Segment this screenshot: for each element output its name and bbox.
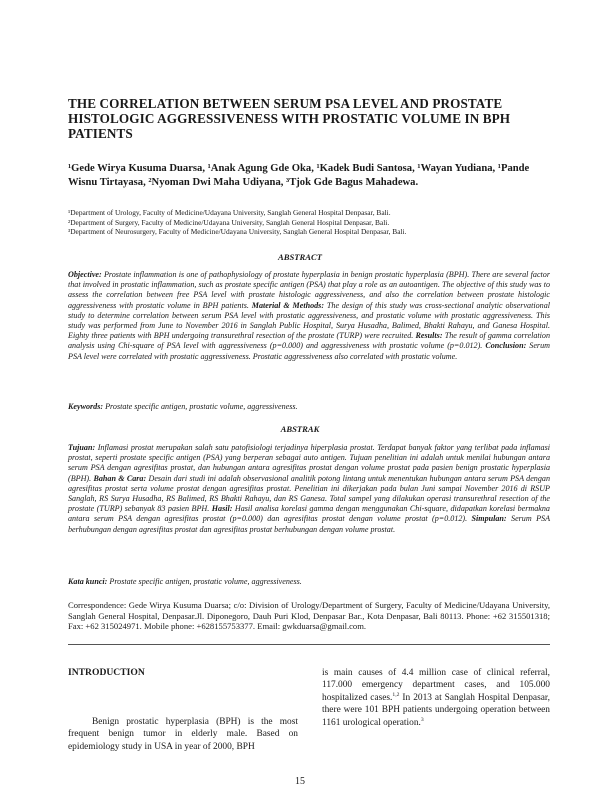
kata-kunci-text: Prostate specific antigen, prostatic volume, aggressiveness. [109,577,302,586]
citation-3: 3 [420,716,424,723]
methods-label: Material & Methods: [251,300,325,310]
intro-right-text-b: In 2013 at Sanglah Hospital Denpasar, there were 101 BPH patients undergoing operation between 1161 urological operation. [322,692,550,728]
introduction-heading: INTRODUCTION [68,667,145,678]
section-divider [68,644,550,645]
intro-right-text-a: is main causes of 4.4 million case of clinical referral, 117.000 emergency department cases, and 105.000 hospitalized cases. [322,668,550,703]
correspondence: Correspondence: Gede Wirya Kusuma Duarsa; c/o: Division of Urology/Department of Surgery, Faculty of Medicine/Udayana University, Sanglah General Hospital, Denpasar.Jl. Diponegoro, Dauh Puri Klod, Denpasar Bar., Kota Denpasar, Bali 80113. Phone: +62 315501318; Fax: +62 315024971. Mobile phone: +628155753377. Email: gwkduarsa@gmail.com. [68,600,550,632]
authors-text: ¹Gede Wirya Kusuma Duarsa, ¹Anak Agung Gde Oka, ¹Kadek Budi Santosa, ¹Wayan Yudiana, ¹Pande Wisnu Tirtayasa, ²Nyoman Dwi Maha Udiyana, ³Tjok Gde Bagus Mahadewa. [68,163,530,188]
hasil-text: Hasil analisa korelasi gamma dengan menggunakan Chi-square, didapatkan korelasi bermakna antara serum PSA dengan agresifitas prostat (p=0.000) dan agresifitas prostat dengan volume prostat (p=0.012). [68,504,550,524]
tujuan-label: Tujuan: [68,443,96,452]
kata-kunci [68,577,550,586]
keywords [68,402,550,411]
citation-1-2: 1,2 [392,691,400,698]
kata-kunci-label: Kata kunci: [68,577,108,586]
affiliation-3: ³Department of Neurosurgery, Faculty of Medicine/Udayana University, Sanglah General Hospital Denpasar, Bali. [68,227,407,237]
paper-title: THE CORRELATION BETWEEN SERUM PSA LEVEL AND PROSTATE HISTOLOGIC AGGRESSIVENESS WITH PROSTATIC VOLUME IN BPH PATIENTS [68,96,511,141]
simpulan-label: Simpulan: [471,514,507,524]
abstract-heading: ABSTRACT [278,252,322,262]
abstrak-body [68,443,550,535]
tujuan-text: Inflamasi prostat merupakan salah satu patofisiologi terjadinya hiperplasia prostat. Terdapat banyak faktor yang terlibat pada inflamasi prostat, seperti prostate specific antigen (PSA) yang berperan sebagai auto antigen. Tujuan penelitian ini adalah untuk menilai hubungan antara serum PSA dengan agresifitas prostat, dan hubungan antara agresifitas prostat dengan volume prostat pada pasien benign prostatic hyperplasia (BPH). [68,443,550,483]
page-number: 15 [295,776,305,787]
keywords-text: Prostate specific antigen, prostatic volume, aggressiveness. [105,402,298,411]
bahan-label: Bahan & Cara: [93,473,147,483]
methods-text: The design of this study was cross-sectional analytic observational study to determine correlation between serum PSA level with prostatic aggressiveness, and prostatic volume with prostatic aggressiveness. This study was performed from June to November 2016 in Sanglah Public Hospital, Surya Husadha, Balimed, Bhakti Rahayu, and Ganesa Hospital. Eighty three patients with BPH undergoing transurethral resection of the prostate (TURP) were recruited. [68,300,550,341]
conclusion-label: Conclusion: [485,341,527,351]
results-text: The result of gamma correlation analysis using Chi-square of PSA level with aggressiveness (p=0.000) and aggressiveness with prostatic volume (p=0.012). [68,331,551,351]
abstrak-heading: ABSTRAK [280,424,320,434]
objective-text: Prostate inflammation is one of pathophysiology of prostate hyperplasia in benign prostatic hyperplasia (BPH). There are several factor that involved in prostatic inflammation, such as prostate specific antigen (PSA) that play a role as an autoantigen. The objective of this study was to assess the correlation between free PSA level with prostate histologic aggressiveness, and also the correlation between prostate histologic aggressiveness with prostatic volume in BPH patients. [68,270,550,310]
affiliations [68,208,548,237]
simpulan-text: Serum PSA berhubungan dengan agresifitas prostat dan agresifitas prostat berhubungan dengan volume prostat. [68,514,551,534]
objective-label: Objective: [68,270,102,279]
introduction-left-column: Benign prostatic hyperplasia (BPH) is the most frequent benign tumor in elderly male. Based on epidemiology study in USA in year of 2000, BPH [68,717,298,752]
introduction-right-column [322,667,550,729]
keywords-label: Keywords: [68,402,104,411]
affiliation-1: ¹Department of Urology, Faculty of Medicine/Udayana University, Sanglah General Hospital Denpasar, Bali. [68,208,391,217]
hasil-label: Hasil: [211,504,233,514]
results-label: Results: [415,331,443,341]
author-list [68,162,548,190]
abstract-body [68,270,550,362]
affiliation-2: ²Department of Surgery, Faculty of Medicine/Udayana University, Sanglah General Hospital Denpasar, Bali. [68,217,390,227]
bahan-text: Desain dari studi ini adalah observasional analitik potong lintang untuk menentukan hubungan antara serum PSA dengan agresifitas prostat serta volume prostat dengan agresifitas prostat. Penelitian ini dikerjakan pada bulan Juni sampai November 2016 di RSUP Sanglah, RS Surya Husadha, RS Balimed, RS Bhakti Rahayu, dan RS Ganesa. Total sampel yang dilakukan operasi transurethral resection of the prostate (TURP) sebanyak 83 pasien BPH. [68,473,550,514]
conclusion-text: Serum PSA level were correlated with prostatic aggressiveness. Prostatic aggressiveness also correlated with prostatic volume. [68,341,550,361]
